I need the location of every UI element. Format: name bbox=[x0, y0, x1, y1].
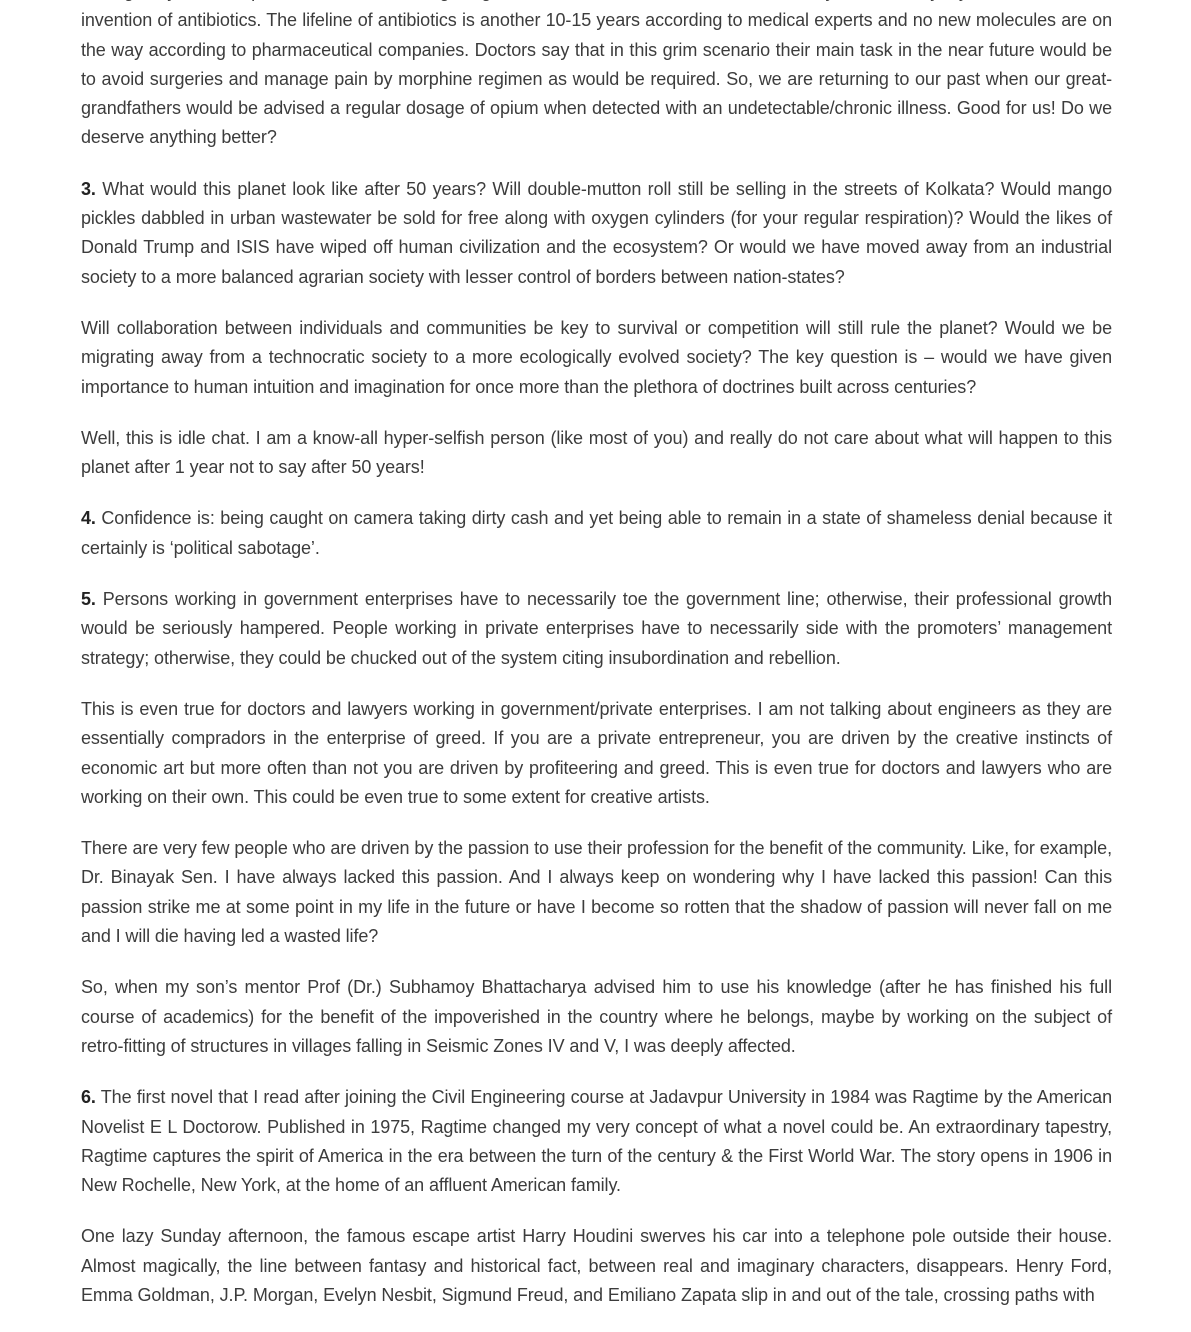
paragraph-item-3 bbox=[81, 175, 1112, 292]
paragraph-text: The first novel that I read after joining the Civil Engineering course at Jadavpur University in 1984 was Ragtime by the American Novelist E L Doctorow. Published in 1975, Ragtime changed my very concept of what a novel could be. An extraordinary tapestry, Ragtime captures the spirit of America in the era between the turn of the century & the First World War. The story opens in 1906 in New Rochelle, New York, at the home of an affluent American family. bbox=[81, 1087, 1113, 1196]
item-number: 4. bbox=[81, 508, 96, 529]
item-number: 6. bbox=[81, 1087, 96, 1108]
paragraph-collaboration bbox=[81, 314, 1112, 402]
paragraph-text: So, when my son’s mentor Prof (Dr.) Subhamoy Bhattacharya advised him to use his knowledge (after he has finished his full course of academics) for the benefit of the impoverished in the country where he belongs, maybe by working on the subject of retro-fitting of structures in villages falling in Seismic Zones IV and V, I was deeply affected. bbox=[81, 977, 1112, 1056]
paragraph-idle-chat bbox=[81, 424, 1112, 483]
paragraph-antibiotics bbox=[81, 0, 1112, 153]
paragraph-item-6 bbox=[81, 1083, 1112, 1200]
paragraph-item-5 bbox=[81, 585, 1112, 673]
paragraph-item-4 bbox=[81, 504, 1112, 563]
paragraph-text: invention of antibiotics. The lifeline of antibiotics is another 10-15 years according to medical experts and no new molecules are on the way according to pharmaceutical companies. Doctors say that in this grim scenario their main task in the near future would be to avoid surgeries and manage pain by morphine regimen as would be required. So, we are returning to our past when our great-grandfathers would be advised a regular dosage of opium when detected with an undetectable/chronic illness. Good for us! Do we deserve anything better? bbox=[81, 10, 1112, 148]
article-body bbox=[81, 0, 1112, 1332]
paragraph-mentor bbox=[81, 973, 1112, 1061]
paragraph-text: Well, this is idle chat. I am a know-all hyper-selfish person (like most of you) and really do not care about what will happen to this planet after 1 year not to say after 50 years! bbox=[81, 427, 1112, 478]
paragraph-passion bbox=[81, 834, 1112, 951]
paragraph-text: Confidence is: being caught on camera taking dirty cash and yet being able to remain in a state of shameless denial because it certainly is ‘political sabotage’. bbox=[81, 508, 1113, 558]
paragraph-text: Will collaboration between individuals and communities be key to survival or competition will still rule the planet? Would we be migrating away from a technocratic society to a more ecologically evolved society? The key question is – would we have given importance to human intuition and imagination for once more than the plethora of doctrines built across centuries? bbox=[81, 317, 1112, 397]
paragraph-text: What would this planet look like after 50 years? Will double-mutton roll still be selling in the streets of Kolkata? Would mango pickles dabbled in urban wastewater be sold for free along with oxygen cylinders (for your regular respiration)? Would the likes of Donald Trump and ISIS have wiped off human civilization and the ecosystem? Or would we have moved away from an industrial society to a more balanced agrarian society with lesser control of borders between nation-states? bbox=[81, 178, 1112, 287]
paragraph-text: There are very few people who are driven by the passion to use their profession for the benefit of the community. Like, for example, Dr. Binayak Sen. I have always lacked this passion. And I always keep on wondering why I have lacked this passion! Can this passion strike me at some point in my life in the future or have I become so rotten that the shadow of passion will never fall on me and I will die having led a wasted life? bbox=[81, 838, 1112, 947]
paragraph-text: One lazy Sunday afternoon, the famous escape artist Harry Houdini swerves his car into a telephone pole outside their house. Almost magically, the line between fantasy and historical fact, between real and imaginary characters, disappears. Henry Ford, Emma Goldman, J.P. Morgan, Evelyn Nesbit, Sigmund Freud, and Emiliano Zapata slip in and out of the tale, crossing paths with bbox=[81, 1226, 1112, 1305]
paragraph-text: Persons working in government enterprises have to necessarily toe the government line; otherwise, their professional growth would be seriously hampered. People working in private enterprises have to necessarily side with the promoters’ management strategy; otherwise, they could be chucked out of the system citing insubordination and rebellion. bbox=[81, 589, 1112, 668]
item-number: 5. bbox=[81, 589, 96, 610]
paragraph-text: This is even true for doctors and lawyers working in government/private enterprises. I am not talking about engineers as they are essentially compradors in the enterprise of greed. If you are a private entrepreneur, you are driven by the creative instincts of economic art but more often than not you are driven by profiteering and greed. This is even true for doctors and lawyers who are working on their own. This could be even true to some extent for creative artists. bbox=[81, 698, 1112, 807]
paragraph-ragtime-story bbox=[81, 1222, 1112, 1310]
paragraph-doctors-lawyers bbox=[81, 695, 1112, 812]
item-number: 3. bbox=[81, 178, 96, 199]
